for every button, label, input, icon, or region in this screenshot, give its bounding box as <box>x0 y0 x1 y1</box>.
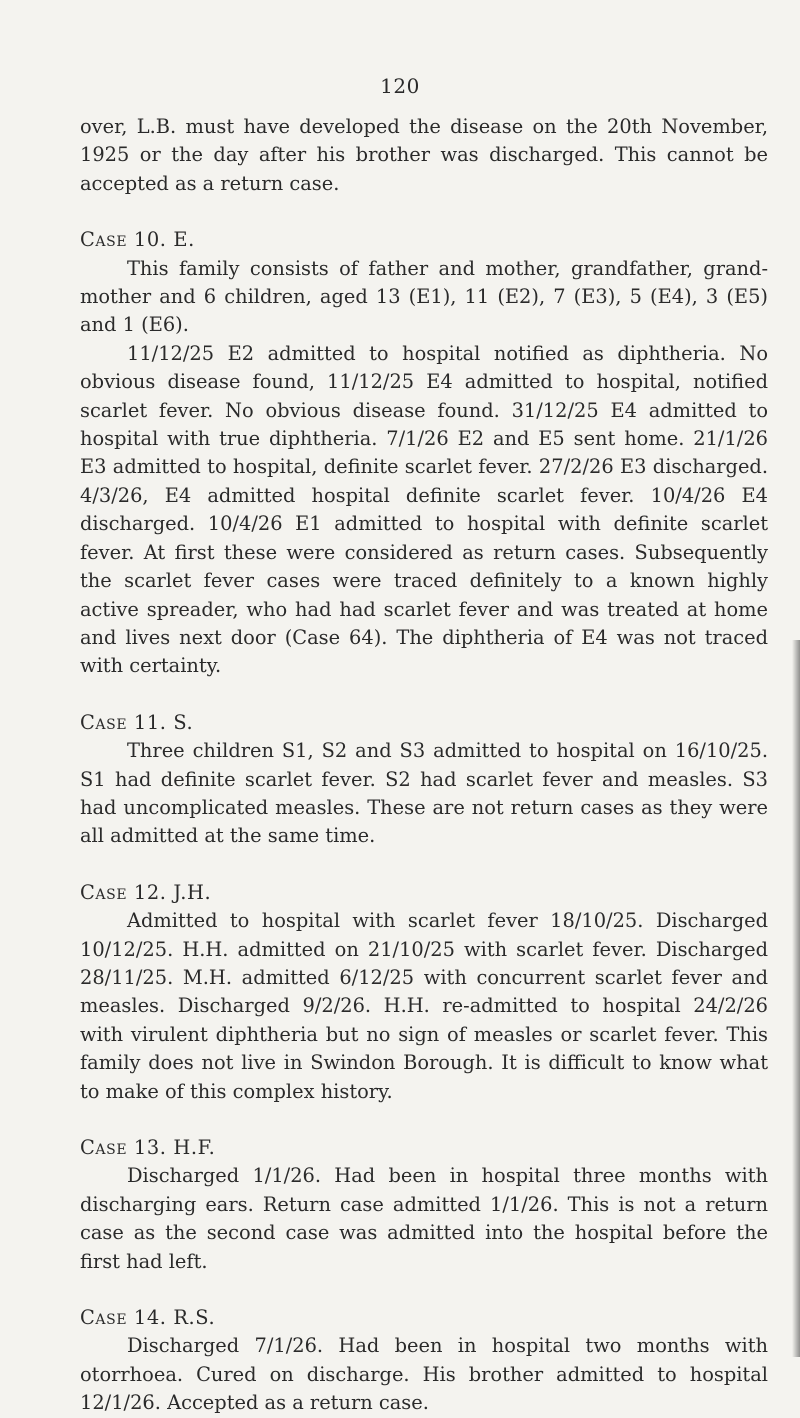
case-heading: Case 14. R.S. <box>80 1306 216 1330</box>
case-12 <box>80 879 768 1106</box>
page-edge-shadow <box>792 640 800 1357</box>
case-heading: Case 12. J.H. <box>80 880 212 904</box>
case-paragraph: Admitted to hospital with scarlet fever 18/10/25. Discharged 10/12/25. H.H. admitted on 21/10/25 with scarlet fever. Discharged 28/11/25. M.H. admitted 6/12/25 with concurrent scarlet fever and measles. Discharged 9/2/26. H.H. re-admitted to hospital 24/2/26 with virulent diphtheria but no sign of measles or scarlet fever. This family does not live in Swindon Borough. It is difficult to know what to make of this complex history. <box>80 909 768 1103</box>
case-11 <box>80 709 768 851</box>
page-body <box>80 113 768 1418</box>
case-paragraph: This family consists of father and mother, grandfather, grandmother and 6 children, aged 13 (E1), 11 (E2), 7 (E3), 5 (E4), 3 (E5) and 1 (E6). <box>80 256 768 337</box>
case-13 <box>80 1134 768 1276</box>
case-paragraph: 11/12/25 E2 admitted to hospital notified as diphtheria. No obvious disease found, 11/12/25 E4 admitted to hospital, notified scarlet fever. No obvious disease found. 31/12/25 E4 admitted to hospital with true diphtheria. 7/1/26 E2 and E5 sent home. 21/1/26 E3 admitted to hospital, definite scarlet fever. 27/2/26 E3 discharged. 4/3/26, E4 admitted hospital definite scarlet fever. 10/4/26 E4 discharged. 10/4/26 E1 admitted to hospital with definite scarlet fever. At first these were considered as return cases. Subsequently the scarlet fever cases were traced definitely to a known highly active spreader, who had had scarlet fever and was treated at home and lives next door (Case 64). The diphtheria of E4 was not traced with certainty. <box>80 341 768 678</box>
case-heading: Case 10. E. <box>80 228 195 252</box>
case-heading: Case 11. S. <box>80 710 194 734</box>
intro-paragraph: over, L.B. must have developed the disease on the 20th November, 1925 or the day after his brother was discharged. This cannot be accepted as a return case. <box>80 115 768 195</box>
case-14 <box>80 1304 768 1418</box>
case-paragraph: Three children S1, S2 and S3 admitted to hospital on 16/10/25. S1 had definite scarlet fever. S2 had scarlet fever and measles. S3 had uncomplicated measles. These are not return cases as they were all admitted at the same time. <box>80 739 768 848</box>
case-paragraph: Discharged 7/1/26. Had been in hospital two months with otorrhoea. Cured on discharge. His brother admitted to hospital 12/1/26. Accepted as a return case. <box>80 1334 768 1415</box>
page-number: 120 <box>380 74 420 98</box>
case-paragraph: Discharged 1/1/26. Had been in hospital three months with discharging ears. Return case admitted 1/1/26. This is not a return case as the second case was admitted into the hospital before the first had left. <box>80 1164 768 1273</box>
case-heading: Case 13. H.F. <box>80 1136 216 1159</box>
case-10 <box>80 226 768 681</box>
